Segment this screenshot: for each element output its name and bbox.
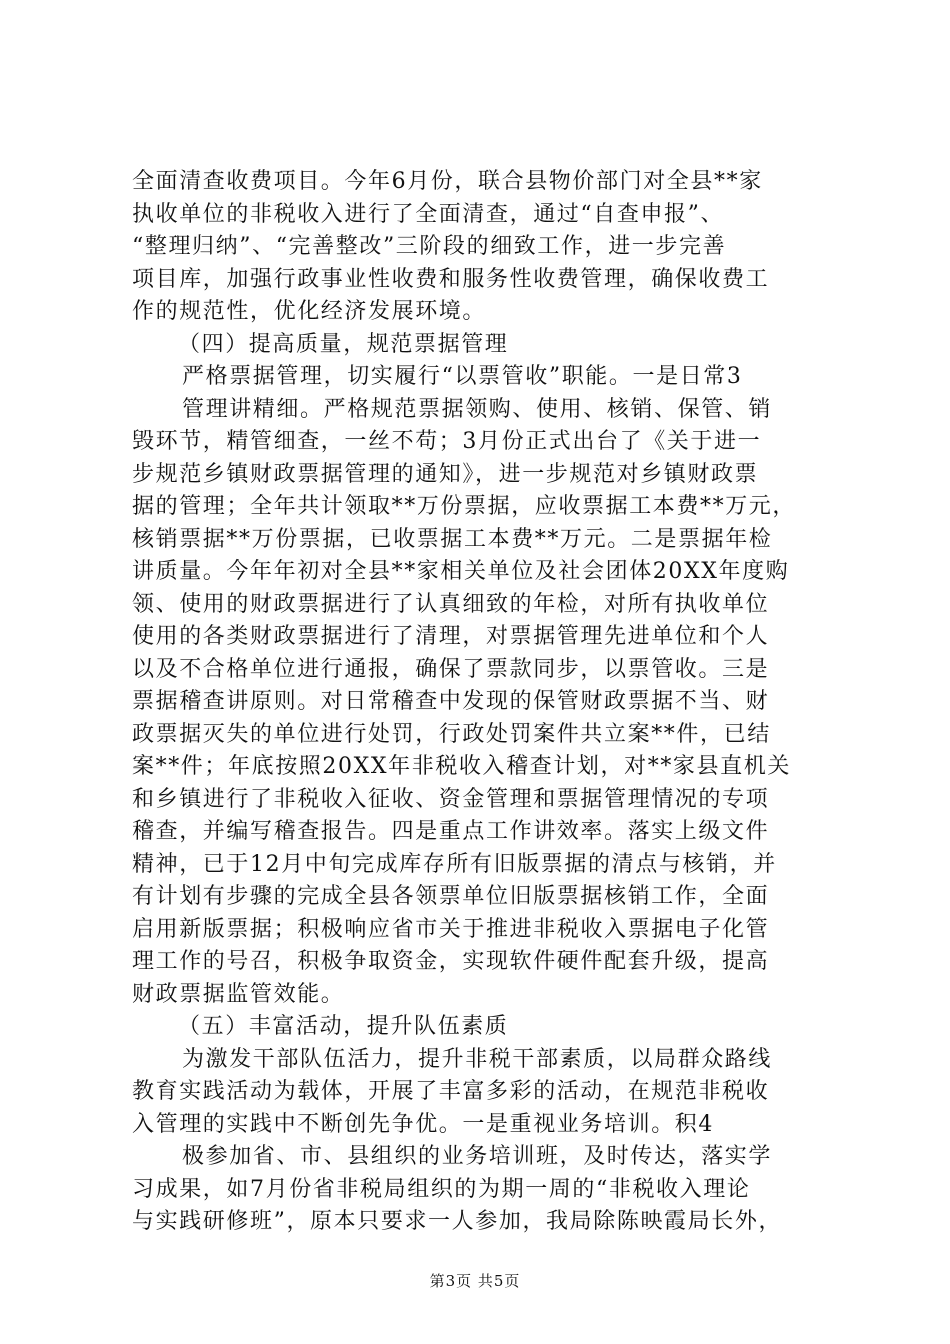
text-line: 理工作的号召，积极争取资金，实现软件硬件配套升级，提高 [132, 949, 770, 974]
text-line: 有计划有步骤的完成全县各领票单位旧版票据核销工作，全面 [132, 884, 770, 909]
text-line: 管理讲精细。严格规范票据领购、使用、核销、保管、销 [182, 396, 773, 422]
text-line: 与实践研修班”，原本只要求一人参加，我局除陈映霞局长外， [132, 1209, 783, 1234]
text-line: 政票据灭失的单位进行处罚，行政处罚案件共立案**件，已结 [132, 721, 771, 747]
text-line: 项目库，加强行政事业性收费和服务性收费管理，确保收费工 [132, 266, 770, 292]
text-line: 启用新版票据；积极响应省市关于推进非税收入票据电子化管 [132, 916, 770, 942]
text-line: 习成果，如7月份省非税局组织的为期一周的“非税收入理论 [132, 1176, 751, 1202]
section-heading: （五）丰富活动，提升队伍素质 [178, 1014, 509, 1039]
page-footer: 第3页 共5页 [429, 1272, 521, 1290]
text-line: 执收单位的非税收入进行了全面清查，通过“自查申报”、 [132, 201, 725, 227]
document-body [132, 166, 832, 1239]
text-line: “整理归纳”、“完善整改”三阶段的细致工作，进一步完善 [132, 234, 727, 259]
text-line: 以及不合格单位进行通报，确保了票款同步，以票管收。三是 [132, 656, 770, 682]
section-heading: （四）提高质量，规范票据管理 [178, 331, 509, 357]
text-line: 入管理的实践中不断创先争优。一是重视业务培训。积4 [132, 1111, 714, 1137]
text-line: 案**件；年底按照20XX年非税收入稽查计划，对**家县直机关 [132, 754, 791, 779]
text-line: 为激发干部队伍活力，提升非税干部素质，以局群众路线 [182, 1046, 773, 1072]
text-line: 讲质量。今年年初对全县**家相关单位及社会团体20XX年度购 [132, 559, 790, 584]
text-line: 全面清查收费项目。今年6月份，联合县物价部门对全县**家 [132, 169, 763, 194]
text-line: 核销票据**万份票据，已收票据工本费**万元。二是票据年检 [132, 526, 773, 552]
text-line: 毁环节，精管细查，一丝不苟；3月份正式出台了《关于进一 [132, 429, 762, 454]
text-line: 和乡镇进行了非税收入征收、资金管理和票据管理情况的专项 [132, 786, 770, 812]
text-line: 步规范乡镇财政票据管理的通知》，进一步规范对乡镇财政票 [132, 461, 759, 487]
text-line: 据的管理；全年共计领取**万份票据，应收票据工本费**万元， [132, 494, 797, 519]
text-line: 严格票据管理，切实履行“以票管收”职能。一是日常3 [182, 364, 743, 389]
text-line: 极参加省、市、县组织的业务培训班，及时传达，落实学 [182, 1144, 773, 1169]
text-line: 作的规范性，优化经济发展环境。 [132, 299, 487, 324]
text-line: 领、使用的财政票据进行了认真细致的年检，对所有执收单位 [132, 591, 770, 617]
text-line: 票据稽查讲原则。对日常稽查中发现的保管财政票据不当、财 [132, 689, 770, 714]
text-line: 教育实践活动为载体，开展了丰富多彩的活动，在规范非税收 [132, 1079, 770, 1104]
text-line: 稽查，并编写稽查报告。四是重点工作讲效率。落实上级文件 [132, 819, 770, 844]
text-line: 使用的各类财政票据进行了清理，对票据管理先进单位和个人 [132, 624, 770, 649]
text-line: 财政票据监管效能。 [132, 981, 345, 1007]
text-line: 精神，已于12月中旬完成库存所有旧版票据的清点与核销，并 [132, 851, 777, 877]
